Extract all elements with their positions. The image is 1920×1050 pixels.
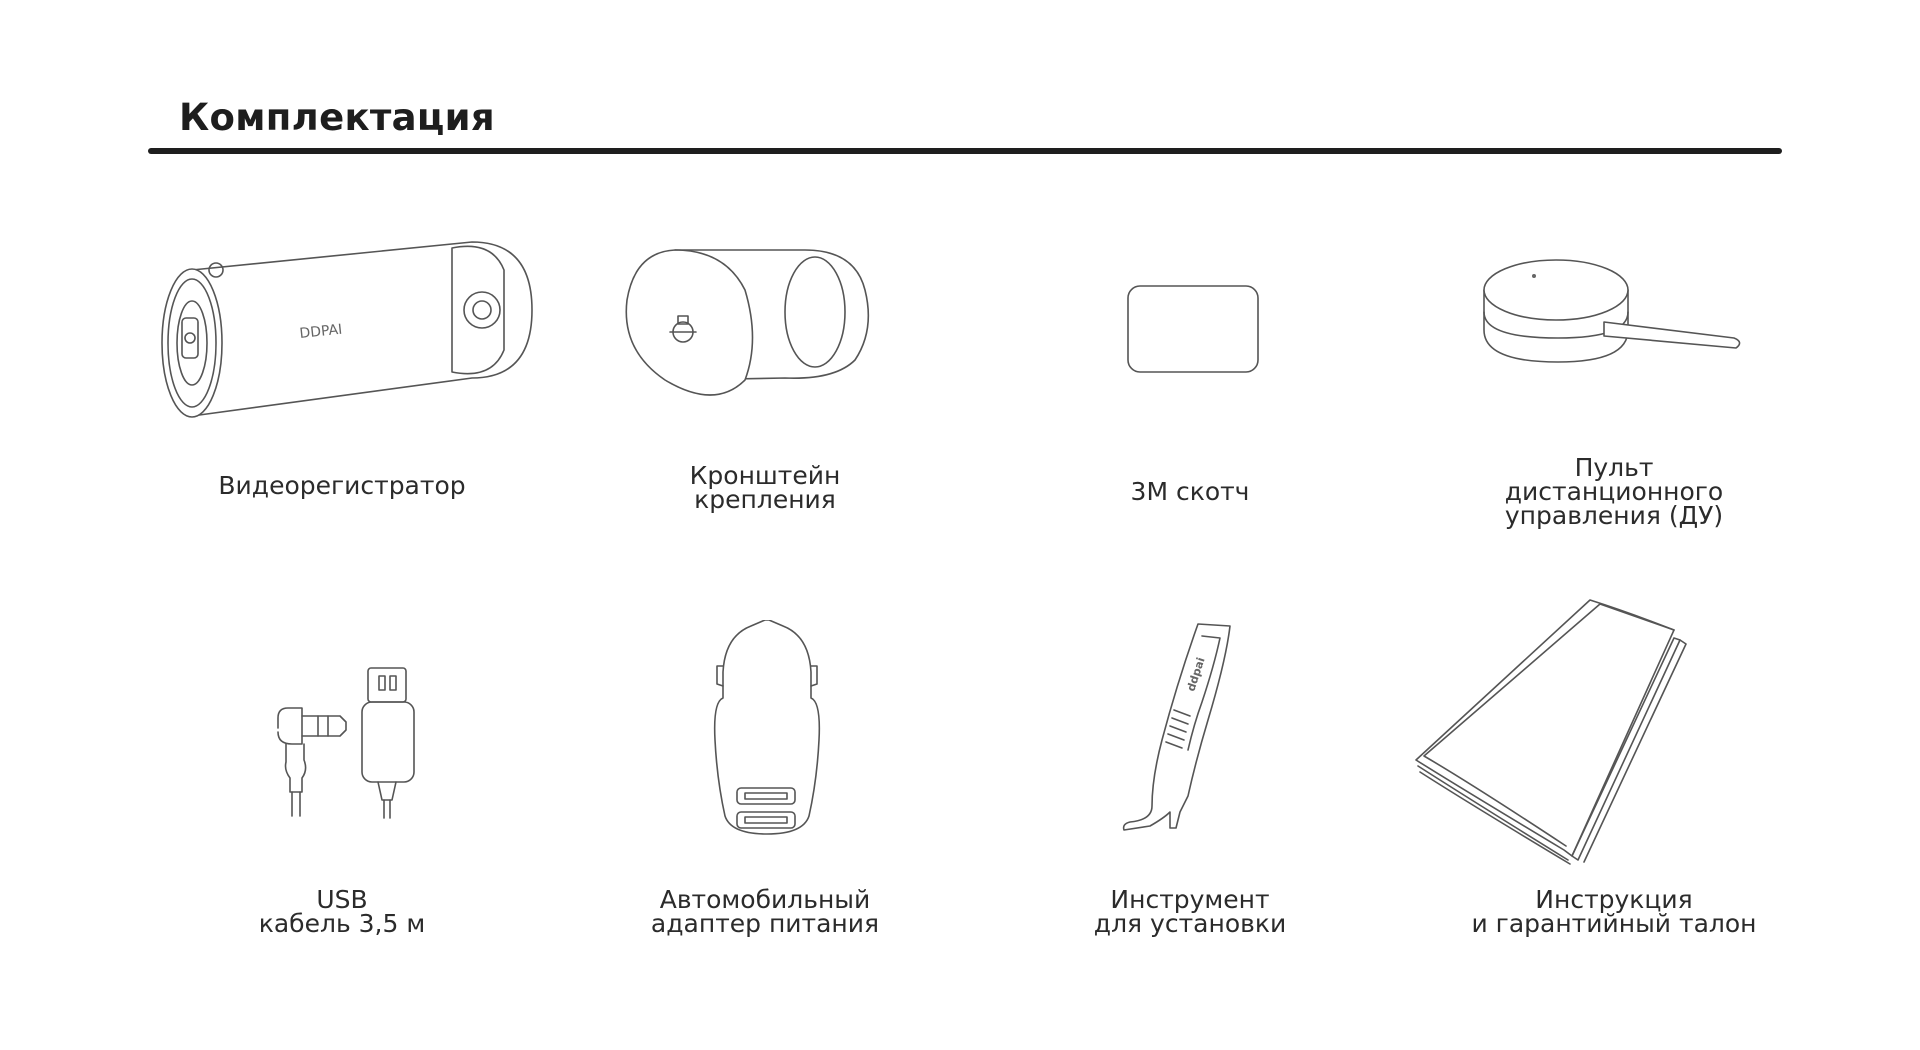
item-label-adhesive-tape: 3M скотч [1130, 477, 1250, 506]
item-label-install-tool: Инструмент для установки [1093, 885, 1287, 938]
install-tool-icon [980, 620, 1400, 840]
item-remote-control [1404, 230, 1824, 530]
item-install-tool [980, 620, 1400, 938]
item-label-dashcam: Видеорегистратор [218, 471, 466, 500]
car-adapter-icon [555, 620, 975, 840]
item-label-manual-booklet: Инструкция и гарантийный талон [1471, 885, 1757, 938]
item-mount-bracket [555, 230, 975, 514]
title-divider [148, 148, 1782, 154]
page-title: Комплектация [179, 96, 495, 139]
item-label-remote-control: Пульт дистанционного управления (ДУ) [1504, 453, 1724, 530]
dashcam-icon [132, 230, 552, 430]
manual-booklet-icon [1404, 590, 1824, 870]
remote-control-icon [1404, 230, 1824, 430]
item-label-car-adapter: Автомобильный адаптер питания [650, 885, 880, 938]
item-dashcam [132, 230, 552, 510]
item-label-usb-cable: USB кабель 3,5 м [258, 885, 426, 938]
item-manual-booklet [1404, 590, 1824, 938]
item-usb-cable [132, 620, 552, 938]
adhesive-tape-icon [980, 230, 1400, 430]
item-label-mount-bracket: Кронштейн крепления [689, 461, 841, 514]
item-adhesive-tape [980, 230, 1400, 510]
mount-bracket-icon [555, 230, 975, 430]
dashcam-logo: DDPAI [298, 321, 344, 342]
item-car-adapter [555, 620, 975, 938]
usb-cable-icon [132, 620, 552, 820]
tool-logo: ddpai [1184, 655, 1208, 693]
